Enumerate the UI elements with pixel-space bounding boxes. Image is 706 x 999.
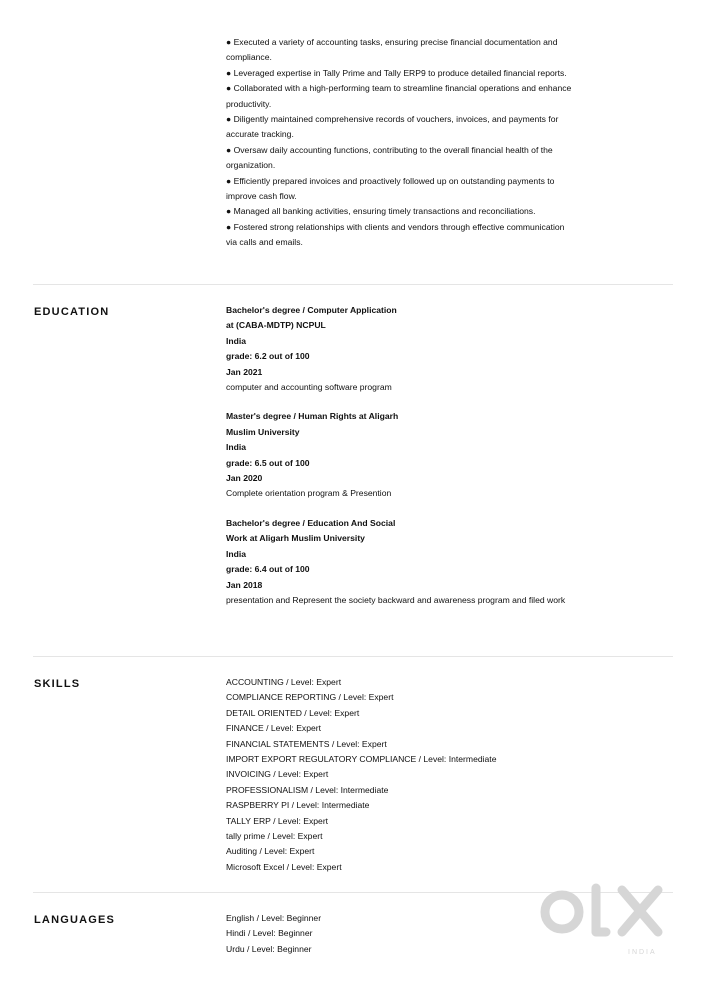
experience-bullet-line: ● Leveraged expertise in Tally Prime and Tally ERP9 to produce detailed financial reports. (226, 67, 567, 78)
degree-date: Jan 2020 (226, 473, 263, 484)
skill-item: INVOICING / Level: Expert (226, 769, 329, 780)
experience-bullet-line: ● Diligently maintained comprehensive records of vouchers, invoices, and payments for (226, 114, 559, 125)
experience-bullet-line: ● Managed all banking activities, ensuring timely transactions and reconciliations. (226, 206, 536, 217)
skill-item: ACCOUNTING / Level: Expert (226, 677, 342, 687)
education-entry (226, 516, 606, 608)
experience-bullet-line: organization. (226, 160, 276, 171)
degree-note: presentation and Represent the society backward and awareness program and filed work (226, 594, 566, 605)
language-item: Hindi / Level: Beginner (226, 928, 313, 939)
degree-note: computer and accounting software program (226, 382, 392, 393)
degree-date: Jan 2018 (226, 579, 263, 590)
degree-date: Jan 2021 (226, 366, 263, 377)
experience-bullet-line: productivity. (226, 98, 272, 109)
skill-item: RASPBERRY PI / Level: Intermediate (226, 800, 370, 811)
education-heading: EDUCATION (34, 306, 110, 318)
language-item: English / Level: Beginner (226, 913, 322, 923)
experience-bullet-line: ● Fostered strong relationships with clients and vendors through effective communication (226, 221, 565, 232)
skill-item: DETAIL ORIENTED / Level: Expert (226, 707, 360, 718)
skill-item: IMPORT EXPORT REGULATORY COMPLIANCE / Level: Intermediate (226, 754, 497, 765)
skill-item: Microsoft Excel / Level: Expert (226, 861, 342, 872)
olx-watermark-subtext: INDIA (628, 949, 657, 956)
language-item: Urdu / Level: Beginner (226, 943, 312, 954)
experience-bullet-line: via calls and emails. (226, 237, 303, 248)
degree-grade: grade: 6.2 out of 100 (226, 351, 310, 362)
experience-bullet-line: ● Efficiently prepared invoices and proactively followed up on outstanding payments to (226, 175, 555, 186)
degree-title: Master's degree / Human Rights at Aligarh (226, 411, 399, 422)
experience-bullets (226, 35, 596, 251)
degree-country: India (226, 548, 247, 559)
skill-item: FINANCE / Level: Expert (226, 723, 322, 734)
olx-watermark-logo (540, 882, 672, 962)
section-divider (33, 656, 673, 657)
degree-institution: Work at Aligarh Muslim University (226, 533, 365, 544)
experience-bullet-line: accurate tracking. (226, 129, 294, 140)
skill-item: PROFESSIONALISM / Level: Intermediate (226, 784, 389, 795)
experience-bullet-line: ● Collaborated with a high-performing team to streamline financial operations and enhance (226, 83, 572, 94)
skill-item: tally prime / Level: Expert (226, 831, 323, 842)
skills-heading: SKILLS (34, 678, 81, 690)
degree-grade: grade: 6.4 out of 100 (226, 564, 310, 575)
degree-country: India (226, 335, 247, 346)
experience-bullet-line: improve cash flow. (226, 191, 297, 202)
skill-item: TALLY ERP / Level: Expert (226, 815, 329, 826)
section-divider (33, 284, 673, 285)
degree-country: India (226, 442, 247, 453)
languages-heading: LANGUAGES (34, 914, 116, 926)
experience-bullet-line: compliance. (226, 52, 272, 63)
experience-bullet-line: ● Executed a variety of accounting tasks, ensuring precise financial documentation and (226, 37, 558, 47)
skill-item: FINANCIAL STATEMENTS / Level: Expert (226, 738, 387, 749)
degree-note: Complete orientation program & Presention (226, 488, 392, 499)
skill-item: COMPLIANCE REPORTING / Level: Expert (226, 692, 394, 703)
degree-institution: at (CABA-MDTP) NCPUL (226, 320, 326, 331)
education-list (226, 303, 606, 622)
education-entry (226, 409, 606, 501)
degree-title: Bachelor's degree / Education And Social (226, 517, 396, 528)
degree-title: Bachelor's degree / Computer Application (226, 305, 397, 315)
skill-item: Auditing / Level: Expert (226, 846, 315, 857)
experience-bullet-line: ● Oversaw daily accounting functions, contributing to the overall financial health of the (226, 144, 553, 155)
degree-grade: grade: 6.5 out of 100 (226, 457, 310, 468)
education-entry (226, 303, 606, 395)
degree-institution: Muslim University (226, 426, 300, 437)
skills-list (226, 675, 606, 875)
